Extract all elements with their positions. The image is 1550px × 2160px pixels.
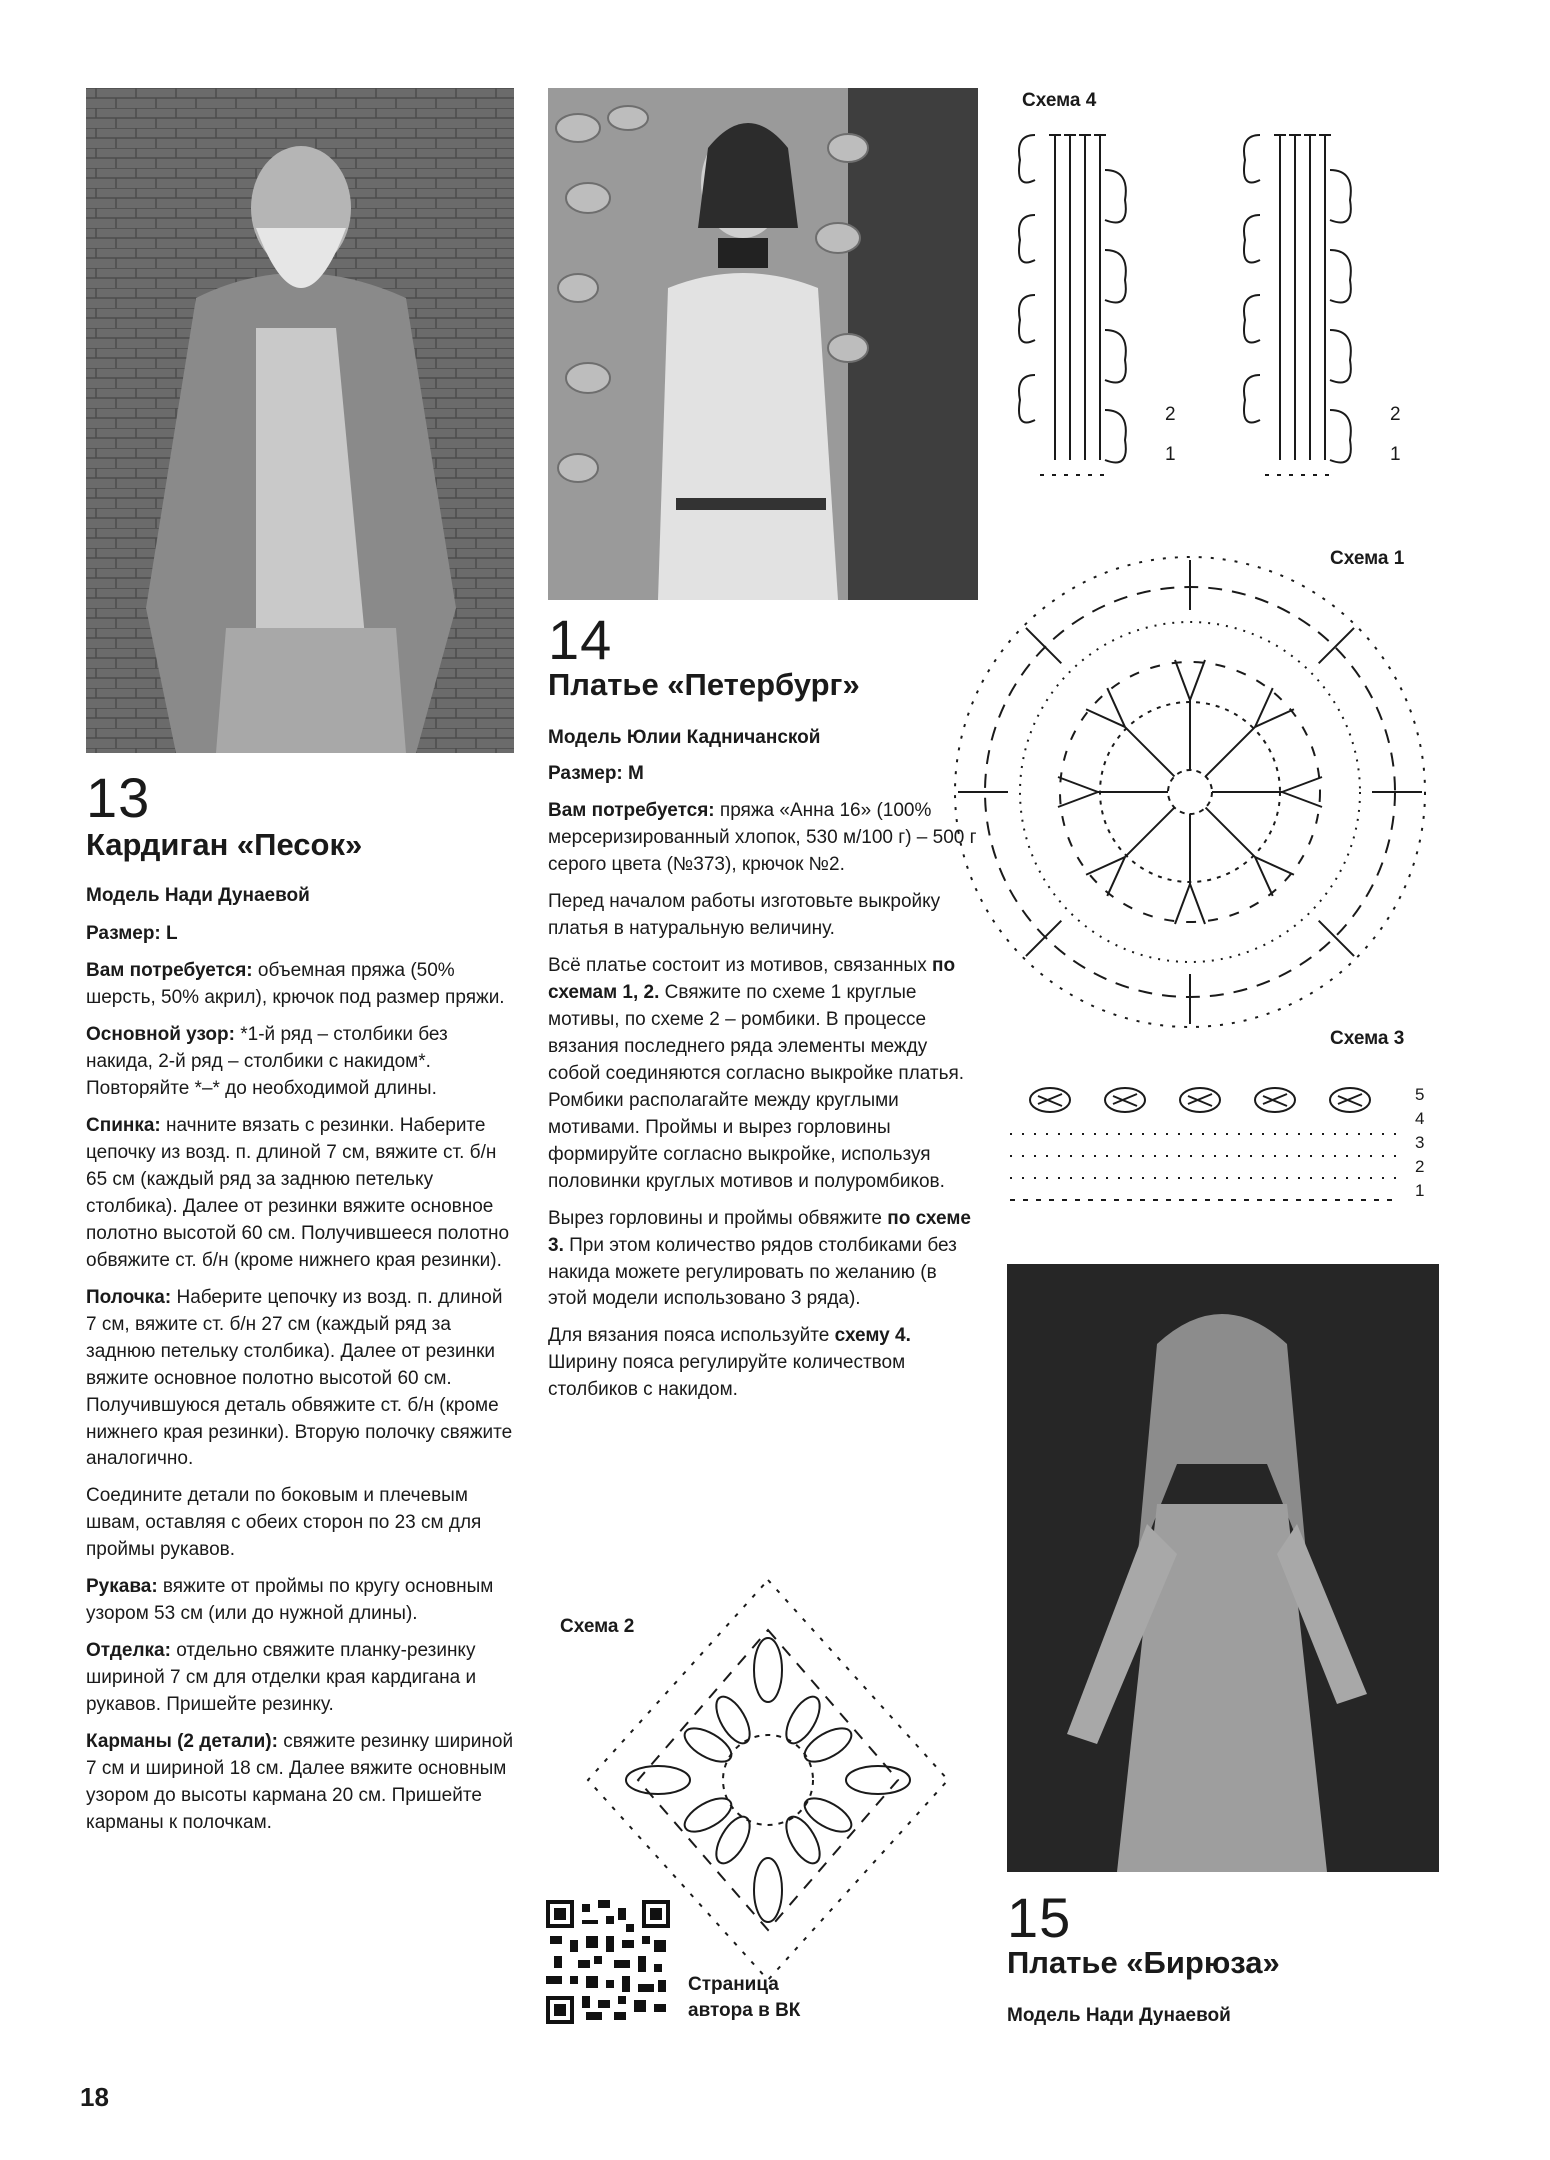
- schema-3-row-3: 3: [1415, 1133, 1425, 1152]
- paragraph: Отделка: отдельно свяжите планку-резинку шириной 7 см для отделки края кардигана и рукавов. Пришейте резинку.: [86, 1640, 477, 1716]
- paragraph: Рукава: вяжите от проймы по кругу основным узором 53 см (или до нужной длины).: [86, 1576, 494, 1625]
- model-13-title: Кардиган «Песок»: [86, 827, 363, 862]
- size-label: Размер:: [86, 923, 161, 944]
- paragraph: Вырез горловины и проймы обвяжите по схеме 3. При этом количество рядов столбиками без накида можете регулировать по желанию (в этой модели использовано 3 ряда).: [548, 1207, 971, 1310]
- qr-caption: [688, 1972, 800, 2023]
- model-13-number: 13: [86, 766, 151, 829]
- schema-2-label: Схема 2: [560, 1616, 635, 1637]
- qr-caption-line-1: Страница: [688, 1974, 779, 1995]
- paragraph: Основной узор: *1-й ряд – столбики без накида, 2-й ряд – столбики с накидом*. Повторяйте *–* до необходимой длины.: [86, 1023, 448, 1099]
- paragraph: Перед началом работы изготовьте выкройку платья в натуральную величину.: [548, 890, 941, 939]
- qr-code: [546, 1900, 670, 2024]
- paragraph: Соедините детали по боковым и плечевым швам, оставляя с обеих сторон по 23 см для проймы рукавов.: [86, 1485, 482, 1561]
- model-14-number: 14: [548, 608, 613, 671]
- schema-4-row-2: 2: [1165, 404, 1176, 425]
- size-value: L: [166, 923, 178, 944]
- paragraph: Спинка: начните вязать с резинки. Наберите цепочку из возд. п. длиной 7 см, вяжите ст. б/н 65 см (каждый ряд за заднюю петельку столбика). Далее от резинки вяжите основное полотно высотой 60 см. Получившееся полотно обвяжите ст. б/н (кроме нижнего края резинки).: [86, 1114, 510, 1271]
- schema-3-row-4: 4: [1415, 1109, 1425, 1128]
- schema-1-label: Схема 1: [1330, 548, 1405, 569]
- size-label: Размер:: [548, 763, 623, 784]
- schema-4-row-1b: 1: [1390, 444, 1401, 465]
- paragraph: Карманы (2 детали): свяжите резинку шириной 7 см и шириной 18 см. Далее вяжите основным узором до высоты кармана 20 см. Пришейте карманы к полочкам.: [86, 1731, 514, 1834]
- model-14-author: Модель Юлии Кадничанской: [548, 727, 821, 748]
- paragraph: Вам потребуется: объемная пряжа (50% шерсть, 50% акрил), крючок под размер пряжи.: [86, 960, 505, 1008]
- schema-4-diagram: [1015, 120, 1445, 500]
- schema-3-diagram: [990, 1070, 1440, 1220]
- model-13-size: [86, 922, 178, 947]
- photo-cardigan-pesok: [86, 88, 514, 753]
- paragraph: Для вязания пояса используйте схему 4. Ширину пояса регулируйте количеством столбиков с накидом.: [548, 1325, 911, 1401]
- schema-3-label: Схема 3: [1330, 1028, 1405, 1049]
- paragraph: Вам потребуется: пряжа «Анна 16» (100% мерсеризированный хлопок, 530 м/100 г) – 500 г серого цвета (№373), крючок №2.: [548, 800, 977, 875]
- model-15-title: Платье «Бирюза»: [1007, 1945, 1280, 1980]
- model-15-author: Модель Нади Дунаевой: [1007, 2005, 1231, 2026]
- schema-4-row-1: 1: [1165, 444, 1176, 465]
- model-13-text: [86, 958, 516, 1847]
- page-number: 18: [80, 2082, 109, 2112]
- model-15-number: 15: [1007, 1886, 1072, 1949]
- qr-caption-line-2: автора в ВК: [688, 1999, 801, 2021]
- size-value: M: [628, 763, 644, 784]
- model-14-size: [548, 762, 644, 787]
- schema-4-label: Схема 4: [1022, 90, 1097, 111]
- schema-3-row-1: 1: [1415, 1181, 1425, 1200]
- paragraph: Всё платье состоит из мотивов, связанных по схемам 1, 2. Свяжите по схеме 1 круглые мотивы, по схеме 2 – ромбики. В процессе вязания последнего ряда элементы между собой соединяются согласно выкройке платья. Ромбики располагайте между круглыми мотивами. Проймы и вырез горловины формируйте согласно выкройке, используя половинки круглых мотивов и полуромбиков.: [548, 954, 965, 1192]
- paragraph: Полочка: Наберите цепочку из возд. п. длиной 7 см, вяжите ст. б/н 27 см (каждый ряд за заднюю петельку столбика). Далее от резинки вяжите основное полотно высотой 60 см. Получившуюся деталь обвяжите ст. б/н (кроме нижнего края резинки). Вторую полочку свяжите аналогично.: [86, 1286, 513, 1470]
- photo-dress-peterburg: [548, 88, 978, 600]
- schema-1-diagram: [940, 540, 1440, 1040]
- photo-dress-biryuza: [1007, 1264, 1439, 1872]
- model-14-title: Платье «Петербург»: [548, 667, 860, 702]
- schema-3-row-2: 2: [1415, 1157, 1425, 1176]
- schema-3-row-5: 5: [1415, 1085, 1425, 1104]
- model-14-text: [548, 798, 978, 1414]
- model-13-author: Модель Нади Дунаевой: [86, 885, 310, 906]
- schema-4-row-2b: 2: [1390, 404, 1401, 425]
